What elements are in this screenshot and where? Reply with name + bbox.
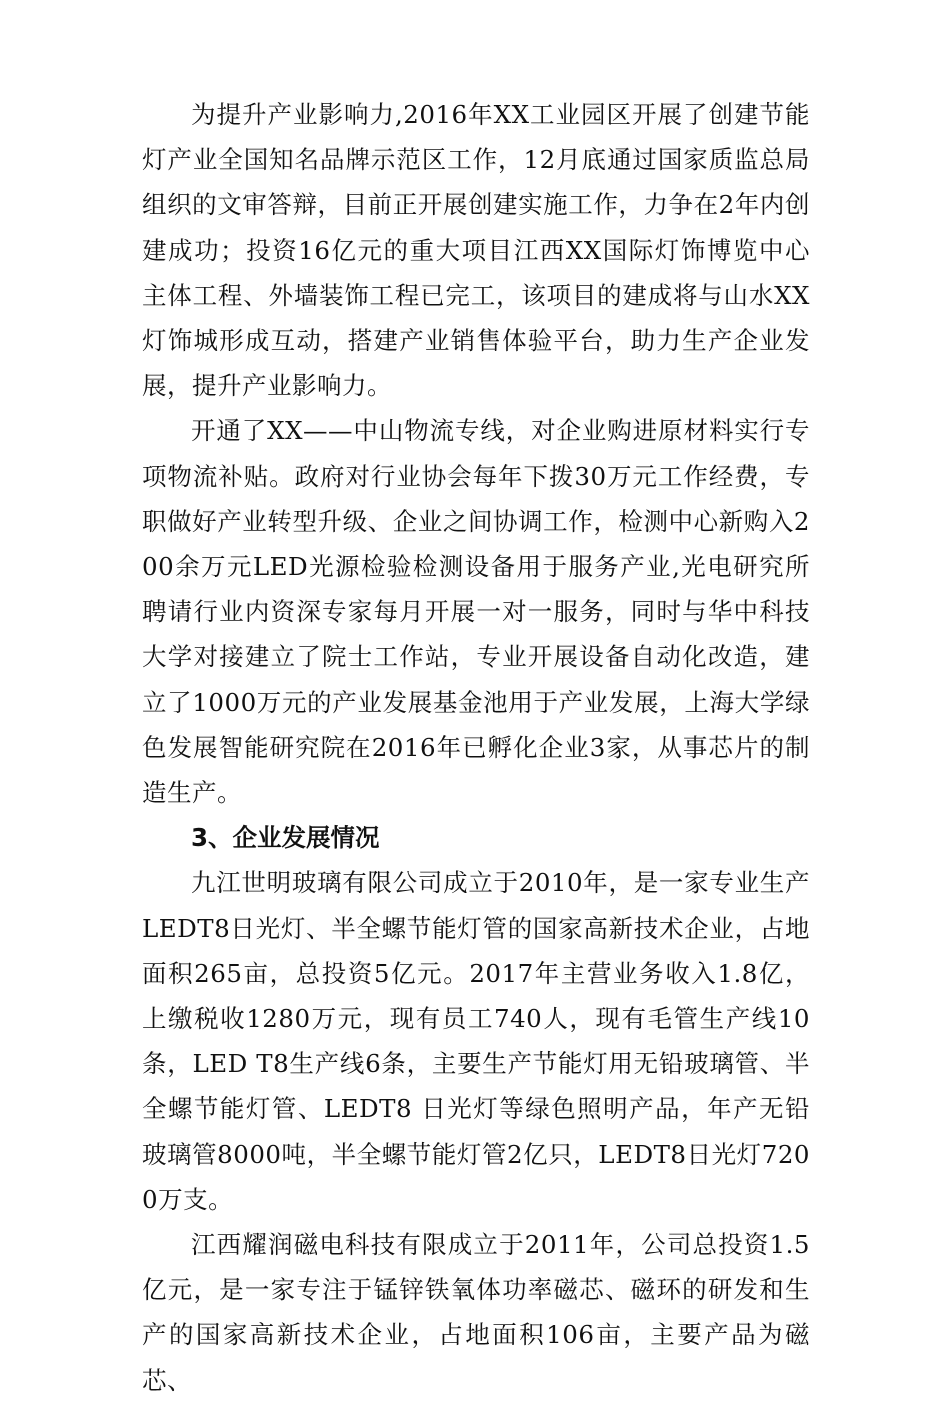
paragraph-brand-influence: 为提升产业影响力,2016年XX工业园区开展了创建节能灯产业全国知名品牌示范区工作，12月底通过国家质监总局组织的文审答辩，目前正开展创建实施工作，力争在2年内创建成功；投资16亿元的重大项目江西XX国际灯饰博览中心主体工程、外墙装饰工程已完工，该项目的建成将与山水XX灯饰城形成互动，搭建产业销售体验平台，助力生产企业发展，提升产业影响力。 xyxy=(142,100,810,401)
paragraph-yaorun-magnetics: 江西耀润磁电科技有限成立于2011年，公司总投资1.5亿元，是一家专注于锰锌铁氧体功率磁芯、磁环的研发和生产的国家高新技术企业，占地面积106亩，主要产品为磁芯、 xyxy=(142,1230,810,1395)
document-page xyxy=(142,92,810,1403)
paragraph-logistics-support: 开通了XX——中山物流专线，对企业购进原材料实行专项物流补贴。政府对行业协会每年下拨30万元工作经费，专职做好产业转型升级、企业之间协调工作，检测中心新购入200余万元LED光源检验检测设备用于服务产业,光电研究所聘请行业内资深专家每月开展一对一服务，同时与华中科技大学对接建立了院士工作站，专业开展设备自动化改造，建立了1000万元的产业发展基金池用于产业发展，上海大学绿色发展智能研究院在2016年已孵化企业3家，从事芯片的制造生产。 xyxy=(142,416,810,808)
paragraph-shiming-glass: 九江世明玻璃有限公司成立于2010年，是一家专业生产LEDT8日光灯、半全螺节能灯管的国家高新技术企业，占地面积265亩，总投资5亿元。2017年主营业务收入1.8亿，上缴税收1280万元，现有员工740人，现有毛管生产线10条，LED T8生产线6条，主要生产节能灯用无铅玻璃管、半全螺节能灯管、LEDT8 日光灯等绿色照明产品，年产无铅玻璃管8000吨，半全螺节能灯管2亿只，LEDT8日光灯7200万支。 xyxy=(142,868,810,1214)
section-heading-enterprise-development: 3、企业发展情况 xyxy=(191,823,380,853)
